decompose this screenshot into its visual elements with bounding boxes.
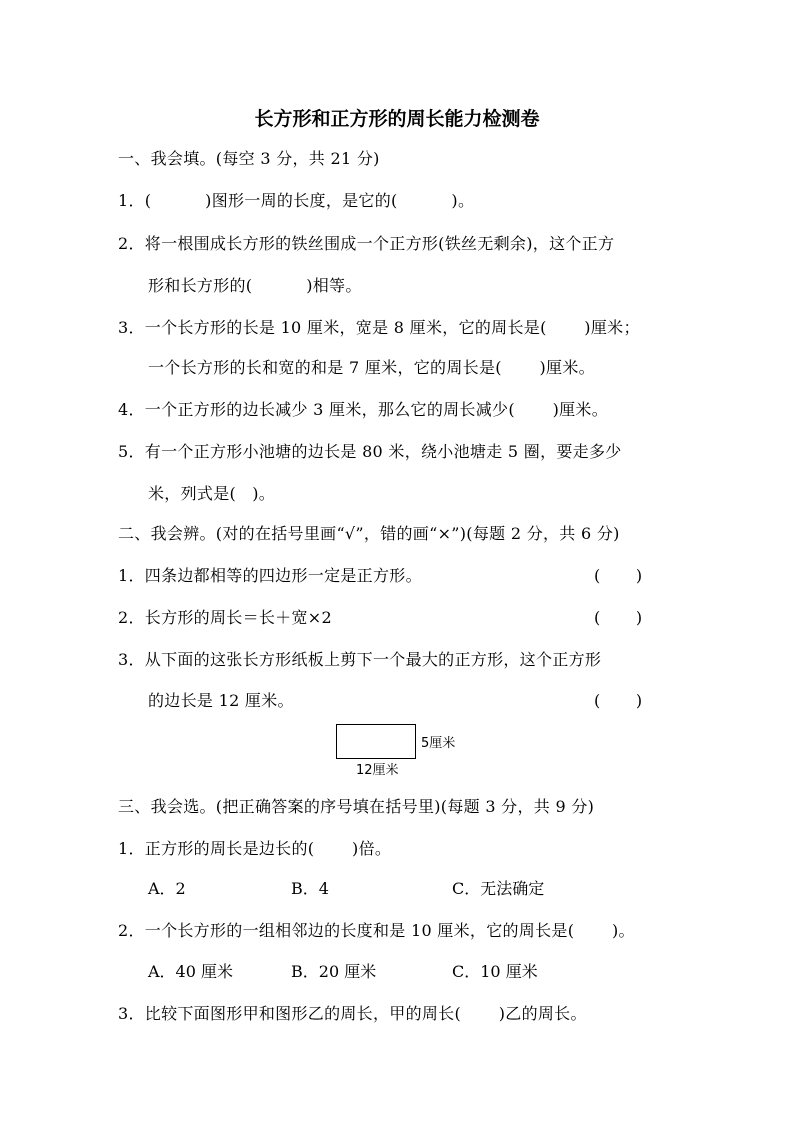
- section-3-heading: 三、我会选。(把正确答案的序号填在括号里)(每题 3 分，共 9 分): [118, 797, 595, 816]
- s3-q1-option-c: C．无法确定: [452, 879, 545, 898]
- s2-question-3-line-2: 的边长是 12 厘米。: [148, 691, 294, 710]
- rectangle-length-label: 12厘米: [356, 763, 399, 778]
- s3-question-3: 3．比较下面图形甲和图形乙的周长，甲的周长( )乙的周长。: [118, 1004, 587, 1023]
- s2-question-2: 2．长方形的周长＝长＋宽×2: [118, 608, 332, 627]
- s1-question-4: 4．一个正方形的边长减少 3 厘米，那么它的周长减少( )厘米。: [118, 400, 609, 419]
- s3-q2-option-c: C．10 厘米: [452, 962, 538, 981]
- section-1-heading: 一、我会填。(每空 3 分，共 21 分): [118, 149, 380, 168]
- s3-q1-option-b: B．4: [291, 879, 329, 898]
- s1-question-1: 1．( )图形一周的长度，是它的( )。: [118, 191, 475, 210]
- s2-question-1: 1．四条边都相等的四边形一定是正方形。: [118, 566, 422, 585]
- s2-answer-paren-2: ( ): [594, 608, 643, 627]
- s3-q2-option-a: A．40 厘米: [148, 962, 234, 981]
- page-title: 长方形和正方形的周长能力检测卷: [254, 108, 540, 130]
- s2-answer-paren-3: ( ): [594, 691, 643, 710]
- rectangle-figure: [336, 724, 416, 759]
- s1-question-2-line-2: 形和长方形的( )相等。: [148, 276, 362, 295]
- s1-question-5-line-1: 5．有一个正方形小池塘的边长是 80 米，绕小池塘走 5 圈，要走多少: [118, 442, 622, 461]
- s3-question-2: 2．一个长方形的一组相邻边的长度和是 10 厘米，它的周长是( )。: [118, 921, 635, 940]
- s3-q2-option-b: B．20 厘米: [291, 962, 377, 981]
- rectangle-width-label: 5厘米: [421, 736, 456, 751]
- s1-question-2-line-1: 2．将一根围成长方形的铁丝围成一个正方形(铁丝无剩余)，这个正方: [118, 234, 615, 253]
- s1-question-5-line-2: 米，列式是( )。: [148, 484, 276, 503]
- s2-answer-paren-1: ( ): [594, 566, 643, 585]
- section-2-heading: 二、我会辨。(对的在括号里画“√”，错的画“×”)(每题 2 分，共 6 分): [118, 524, 620, 543]
- s3-question-1: 1．正方形的周长是边长的( )倍。: [118, 839, 392, 858]
- s1-question-3-line-2: 一个长方形的长和宽的和是 7 厘米，它的周长是( )厘米。: [148, 358, 595, 377]
- s1-question-3-line-1: 3．一个长方形的长是 10 厘米，宽是 8 厘米，它的周长是( )厘米；: [118, 318, 640, 337]
- s3-q1-option-a: A．2: [148, 879, 186, 898]
- s2-question-3-line-1: 3．从下面的这张长方形纸板上剪下一个最大的正方形，这个正方形: [118, 650, 602, 669]
